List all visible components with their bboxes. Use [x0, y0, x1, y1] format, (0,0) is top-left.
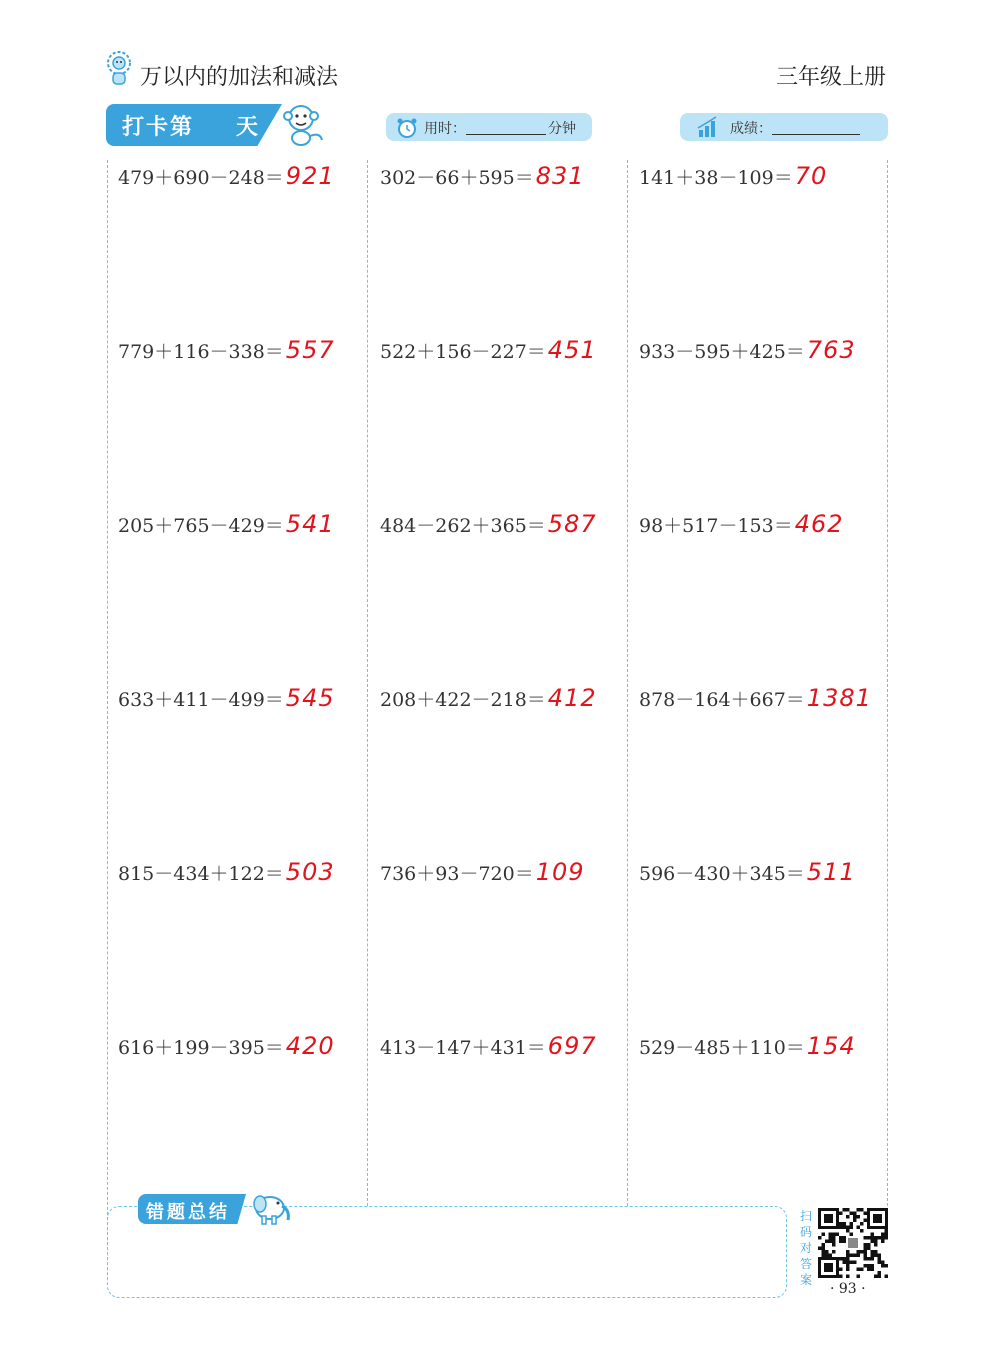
problem-expression: 815－434＋122＝: [118, 863, 284, 885]
handwritten-answer: 831: [535, 162, 585, 190]
math-problem: [380, 1032, 597, 1066]
math-problem: [380, 162, 585, 196]
checkin-prefix: 打卡第: [122, 115, 195, 140]
problem-expression: 484－262＋365＝: [380, 515, 546, 537]
column-divider: [887, 160, 888, 1206]
problem-expression: 302－66＋595＝: [380, 167, 534, 189]
problem-expression: 529－485＋110＝: [639, 1037, 805, 1059]
handwritten-answer: 697: [547, 1032, 597, 1060]
math-problem: [118, 336, 335, 370]
handwritten-answer: 921: [285, 162, 335, 190]
math-problem: [639, 684, 872, 718]
time-unit: 分钟: [548, 121, 576, 137]
handwritten-answer: 109: [535, 858, 585, 886]
handwritten-answer: 763: [806, 336, 856, 364]
math-problem: [118, 510, 335, 544]
problem-expression: 633＋411－499＝: [118, 689, 284, 711]
handwritten-answer: 587: [547, 510, 597, 538]
column-divider: [367, 160, 368, 1206]
qr-code[interactable]: [818, 1208, 888, 1278]
math-problem: [639, 336, 856, 370]
problem-expression: 736＋93－720＝: [380, 863, 534, 885]
handwritten-answer: 451: [547, 336, 597, 364]
math-problem: [639, 1032, 856, 1066]
scan-answer-label: 扫码对答案: [800, 1209, 813, 1287]
problem-expression: 98＋517－153＝: [639, 515, 793, 537]
lion-icon: [104, 50, 134, 86]
elephant-icon: [248, 1186, 294, 1226]
math-problem: [639, 510, 844, 544]
page-title: 万以内的加法和减法: [140, 65, 339, 90]
math-problem: [118, 1032, 335, 1066]
problem-expression: 205＋765－429＝: [118, 515, 284, 537]
math-problem: [118, 684, 335, 718]
problem-expression: 878－164＋667＝: [639, 689, 805, 711]
math-problem: [118, 858, 335, 892]
alarm-clock-icon: [396, 117, 418, 139]
handwritten-answer: 1381: [806, 684, 872, 712]
page-number: · 93 ·: [830, 1281, 866, 1297]
checkin-suffix: 天: [236, 115, 259, 140]
math-problem: [380, 684, 597, 718]
handwritten-answer: 154: [806, 1032, 856, 1060]
score-label: 成绩：: [730, 121, 772, 137]
math-problem: [639, 162, 827, 196]
handwritten-answer: 557: [285, 336, 335, 364]
math-problem: [380, 858, 585, 892]
handwritten-answer: 462: [794, 510, 844, 538]
time-blank[interactable]: [466, 134, 546, 135]
handwritten-answer: 545: [285, 684, 335, 712]
time-label: 用时：: [424, 121, 466, 137]
problem-expression: 479＋690－248＝: [118, 167, 284, 189]
problem-expression: 616＋199－395＝: [118, 1037, 284, 1059]
score-blank[interactable]: [772, 134, 860, 135]
math-problem: [639, 858, 856, 892]
math-problem: [380, 336, 597, 370]
handwritten-answer: 70: [794, 162, 828, 190]
column-divider: [107, 160, 108, 1270]
grade-label: 三年级上册: [775, 65, 886, 90]
monkey-icon: [276, 98, 326, 148]
column-divider: [627, 160, 628, 1206]
handwritten-answer: 541: [285, 510, 335, 538]
problem-expression: 413－147＋431＝: [380, 1037, 546, 1059]
math-problem: [380, 510, 597, 544]
bar-chart-icon: [696, 114, 722, 138]
problem-expression: 208＋422－218＝: [380, 689, 546, 711]
handwritten-answer: 412: [547, 684, 597, 712]
handwritten-answer: 503: [285, 858, 335, 886]
handwritten-answer: 511: [806, 858, 856, 886]
math-problem: [118, 162, 335, 196]
error-summary-label: 错题总结: [146, 1202, 230, 1223]
problem-expression: 522＋156－227＝: [380, 341, 546, 363]
problem-expression: 141＋38－109＝: [639, 167, 793, 189]
problem-expression: 596－430＋345＝: [639, 863, 805, 885]
problem-expression: 933－595＋425＝: [639, 341, 805, 363]
handwritten-answer: 420: [285, 1032, 335, 1060]
problem-expression: 779＋116－338＝: [118, 341, 284, 363]
